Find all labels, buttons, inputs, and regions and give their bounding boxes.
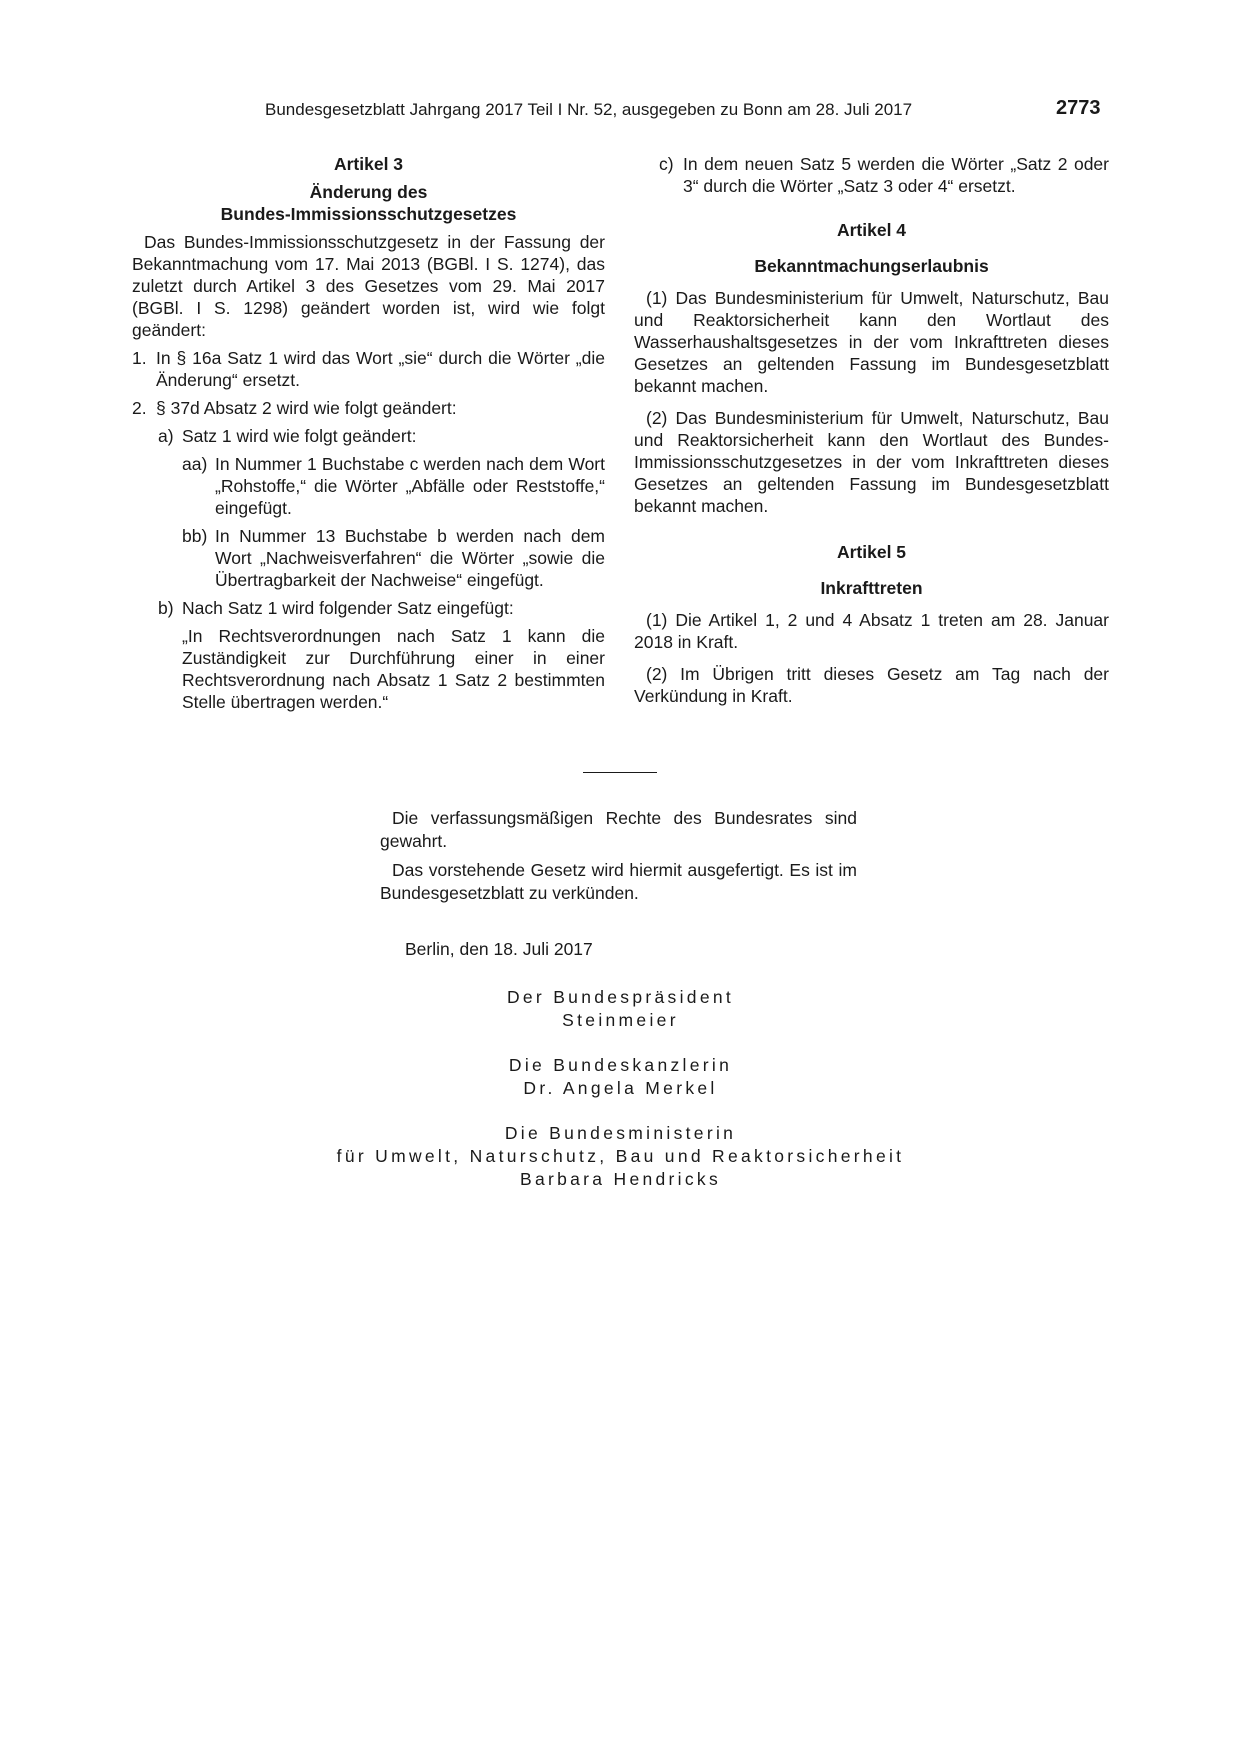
list-item-1-label: 1. (132, 348, 147, 368)
artikel-5-para-1: (1) Die Artikel 1, 2 und 4 Absatz 1 treten am 28. Januar 2018 in Kraft. (634, 610, 1109, 652)
signature-president-name: Steinmeier (562, 1010, 679, 1030)
separator-rule (583, 772, 657, 773)
sub-item-bb-label: bb) (182, 526, 208, 546)
artikel-5-para-2: (2) Im Übrigen tritt dieses Gesetz am Tag nach der Verkündung in Kraft. (634, 664, 1109, 706)
list-item-1-text: In § 16a Satz 1 wird das Wort „sie“ durch die Wörter „die Änderung“ ersetzt. (156, 348, 605, 390)
sub-item-aa (182, 453, 605, 519)
sub-item-bb (182, 525, 605, 591)
artikel-4-title: Artikel 4 (836, 220, 907, 240)
artikel-4-para-1: (1) Das Bundesministerium für Umwelt, Naturschutz, Bau und Reaktorsicherheit kann den Wortlaut des Wasserhaushaltsgesetzes in der vom Inkrafttreten dieses Gesetzes an geltenden Fassung im Bundesgesetzblatt bekannt machen. (634, 288, 1109, 396)
bundesrat-rights-text: Die verfassungsmäßigen Rechte des Bundesrates sind gewahrt. (380, 808, 857, 851)
signature-president-title: Der Bundespräsident (506, 987, 735, 1007)
artikel-4-para-2: (2) Das Bundesministerium für Umwelt, Naturschutz, Bau und Reaktorsicherheit kann den Wortlaut des Bundes-Immissionsschutzgesetzes in der vom Inkrafttreten dieses Gesetzes an geltenden Fassung im Bundesgesetzblatt bekannt machen. (634, 408, 1109, 516)
signature-chancellor-title: Die Bundeskanzlerin (508, 1055, 733, 1075)
sub-item-aa-label: aa) (182, 454, 208, 474)
closing-formula (380, 807, 857, 961)
artikel-5-title: Artikel 5 (836, 542, 907, 562)
inserted-sentence-quote: „In Rechtsverordnungen nach Satz 1 kann die Zuständigkeit zur Durchführung einer in einer Rechtsverordnung nach Absatz 1 Satz 2 bestimmten Stelle übertragen werden.“ (182, 626, 605, 712)
sub-item-c-text: In dem neuen Satz 5 werden die Wörter „Satz 2 oder 3“ durch die Wörter „Satz 3 oder 4“ ersetzt. (683, 154, 1109, 196)
sub-item-b (158, 597, 605, 619)
list-item-2-text: § 37d Absatz 2 wird wie folgt geändert: (156, 398, 457, 418)
signature-minister-name: Barbara Hendricks (519, 1169, 722, 1189)
list-item-2-label: 2. (132, 398, 147, 418)
signature-chancellor-name: Dr. Angela Merkel (523, 1078, 718, 1098)
sub-item-b-text: Nach Satz 1 wird folgender Satz eingefügt: (182, 598, 514, 618)
list-item-2 (132, 397, 605, 419)
signature-minister-title-line2: für Umwelt, Naturschutz, Bau und Reaktorsicherheit (336, 1146, 905, 1166)
artikel-3-title: Artikel 3 (333, 154, 404, 174)
sub-item-aa-text: In Nummer 1 Buchstabe c werden nach dem Wort „Rohstoffe,“ die Wörter „Abfälle oder Reststoffe,“ eingefügt. (215, 454, 605, 518)
artikel-3-subtitle-line2: Bundes-Immissionsschutzgesetzes (220, 204, 517, 224)
artikel-3-intro: Das Bundes-Immissionsschutzgesetz in der Fassung der Bekanntmachung vom 17. Mai 2013 (BGBl. I S. 1274), das zuletzt durch Artikel 3 des Gesetzes vom 29. Mai 2017 (BGBl. I S. 1298) geändert worden ist, wird wie folgt geändert: (132, 232, 605, 340)
signature-minister-title-line1: Die Bundesministerin (504, 1123, 737, 1143)
sub-item-bb-text: In Nummer 13 Buchstabe b werden nach dem Wort „Nachweisverfahren“ die Wörter „sowie die Übertragbarkeit der Nachweise“ eingefügt. (215, 526, 605, 590)
artikel-4-subtitle: Bekanntmachungserlaubnis (754, 256, 989, 276)
list-item-1 (132, 347, 605, 391)
sub-item-c-label: c) (659, 154, 674, 174)
page-number: 2773 (1056, 97, 1101, 119)
sub-item-a (158, 425, 605, 447)
sub-item-c (659, 153, 1109, 197)
left-column (132, 153, 605, 713)
promulgation-text: Das vorstehende Gesetz wird hiermit ausgefertigt. Es ist im Bundesgesetzblatt zu verkünden. (380, 860, 857, 903)
artikel-3-subtitle-line1: Änderung des (309, 182, 428, 202)
sub-item-b-label: b) (158, 598, 174, 618)
place-and-date: Berlin, den 18. Juli 2017 (405, 939, 593, 959)
artikel-5-subtitle: Inkrafttreten (820, 578, 923, 598)
sub-item-a-label: a) (158, 426, 174, 446)
running-header: Bundesgesetzblatt Jahrgang 2017 Teil I Nr. 52, ausgegeben zu Bonn am 28. Juli 2017 (265, 100, 913, 119)
right-column (634, 153, 1109, 707)
sub-item-a-text: Satz 1 wird wie folgt geändert: (182, 426, 417, 446)
